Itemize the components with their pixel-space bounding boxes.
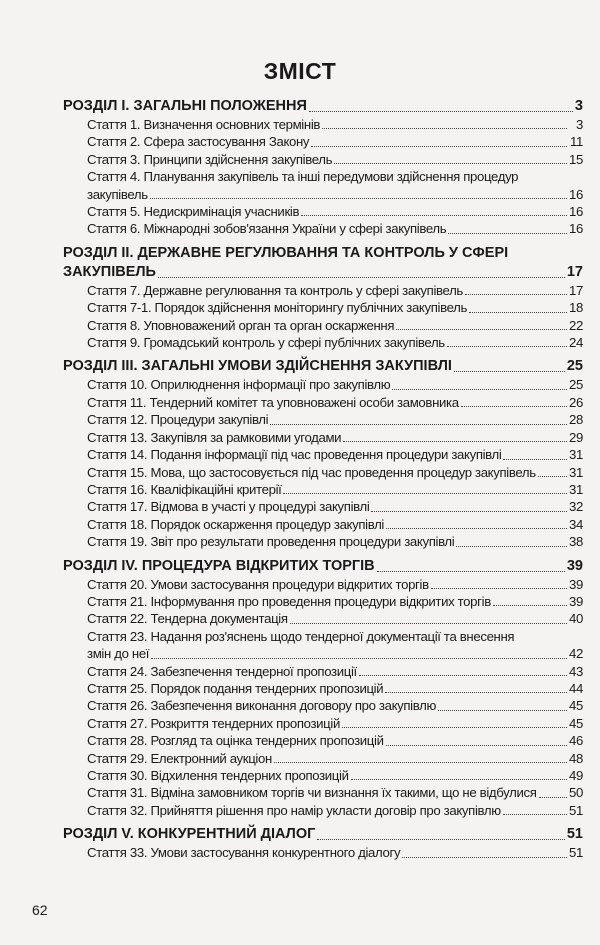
toc-article-entry[interactable] (63, 680, 583, 697)
toc-article-entry[interactable] (63, 317, 583, 334)
toc-article-entry-title: Стаття 8. Уповноважений орган та орган оскарження (87, 317, 395, 333)
toc-article-entry[interactable] (63, 282, 583, 299)
toc-section-entry-page: 51 (566, 826, 583, 843)
toc-article-entry[interactable] (63, 411, 583, 428)
dot-leader (402, 857, 567, 858)
dot-leader (469, 312, 567, 313)
toc-article-entry-page: 39 (569, 593, 583, 609)
toc-article-entry-page: 45 (569, 715, 583, 731)
dot-leader (385, 692, 567, 693)
toc-article-entry-page: 45 (569, 698, 583, 714)
dot-leader (447, 346, 567, 347)
toc-article-entry-title: Стаття 11. Тендерний комітет та уповноважені особи замовника (87, 394, 459, 410)
toc-article-entry-title: Стаття 10. Оприлюднення інформації про закупівлю (87, 377, 391, 393)
toc-article-entry-title: Стаття 18. Порядок оскарження процедур закупівлі (87, 516, 385, 532)
toc-article-entry-title: Стаття 31. Відміна замовником торгів чи визнання їх такими, що не відбулися (87, 785, 537, 801)
toc-article-entry-page: 25 (569, 377, 583, 393)
toc-section-entry-title: РОЗДІЛ IV. ПРОЦЕДУРА ВІДКРИТИХ ТОРГІВ (63, 557, 375, 574)
toc-article-entry-title: Стаття 24. Забезпечення тендерної пропозиції (87, 663, 357, 679)
toc-article-entry-page: 48 (569, 750, 583, 766)
toc-article-entry-title: Стаття 32. Прийняття рішення про намір укласти договір про закупівлю (87, 802, 501, 818)
toc-article-entry[interactable] (63, 844, 583, 861)
dot-leader (317, 839, 565, 840)
dot-leader (311, 146, 567, 147)
page-number: 62 (32, 902, 48, 918)
toc-article-entry-page: 3 (576, 117, 583, 132)
toc-article-entry-title: Стаття 14. Подання інформації під час проведення процедури закупівлі (87, 447, 502, 463)
toc-section-entry-page: 25 (566, 358, 583, 375)
dot-leader (377, 571, 565, 572)
toc-article-entry-page: 28 (569, 412, 583, 428)
toc-article-entry-page: 32 (569, 499, 583, 515)
toc-article-entry[interactable] (63, 220, 583, 237)
toc-article-entry-title-cont: змін до неї (87, 646, 150, 662)
toc-article-entry[interactable] (63, 116, 583, 133)
toc-section-entry-page: 17 (566, 263, 583, 280)
toc-article-entry-page: 17 (569, 282, 583, 298)
toc-article-entry-title: Стаття 26. Забезпечення виконання договору про закупівлю (87, 698, 437, 714)
toc-article-entry-title: Стаття 17. Відмова в участі у процедурі закупівлі (87, 499, 370, 515)
toc-article-entry-title: Стаття 3. Принципи здійснення закупівель (87, 151, 333, 167)
toc-article-entry[interactable] (63, 533, 583, 550)
toc-section-entry[interactable] (63, 357, 583, 376)
toc-article-entry-title: Стаття 7. Державне регулювання та контроль у сфері закупівель (87, 282, 463, 298)
toc-article-entry-page: 40 (569, 611, 583, 627)
toc-section-entry-title: РОЗДІЛ ІІІ. ЗАГАЛЬНІ УМОВИ ЗДІЙСНЕННЯ ЗАКУПІВЛІ (63, 358, 452, 375)
dot-leader (438, 710, 567, 711)
dot-leader (539, 797, 567, 798)
dot-leader (386, 745, 567, 746)
toc-article-entry[interactable] (63, 767, 583, 784)
toc-article-entry-page: 42 (569, 646, 583, 662)
toc-section-entry[interactable] (63, 263, 583, 282)
toc-article-entry-title: Стаття 9. Громадський контроль у сфері публічних закупівель (87, 335, 445, 351)
toc-article-entry-title: Стаття 13. Закупівля за рамковими угодами (87, 429, 342, 445)
toc-article-entry-page: 46 (569, 733, 583, 749)
toc-article-entry-page: 16 (569, 204, 583, 220)
dot-leader (334, 163, 567, 164)
toc-article-entry[interactable] (63, 464, 583, 481)
dot-leader (301, 215, 567, 216)
toc-article-entry[interactable] (63, 593, 583, 610)
dot-leader (270, 424, 567, 425)
dot-leader (392, 389, 567, 390)
dot-leader (448, 233, 567, 234)
toc-article-entry-title: Стаття 21. Інформування про проведення процедури відкритих торгів (87, 593, 491, 609)
toc-article-entry-page: 38 (569, 534, 583, 550)
toc-article-entry[interactable] (63, 516, 583, 533)
toc-article-entry-title: Стаття 33. Умови застосування конкурентного діалогу (87, 845, 401, 861)
toc-article-entry-title: Стаття 27. Розкриття тендерних пропозицій (87, 715, 340, 731)
toc-article-entry-title: Стаття 4. Планування закупівель та інші передумови здійснення процедур (87, 169, 519, 185)
toc-article-entry-title: Стаття 5. Недискримінація учасників (87, 204, 300, 220)
toc-article-entry-title: Стаття 6. Міжнародні зобов'язання України у сфері закупівель (87, 221, 447, 237)
dot-leader (322, 128, 567, 129)
toc-section-entry-page: 39 (566, 557, 583, 574)
toc-article-entry[interactable] (63, 133, 583, 150)
toc-article-entry[interactable] (63, 576, 583, 593)
toc-article-entry[interactable] (63, 203, 583, 220)
toc-article-entry-title: Стаття 20. Умови застосування процедури відкритих торгів (87, 576, 429, 592)
toc-article-entry-page: 49 (569, 768, 583, 783)
toc-article-entry-page: 31 (569, 447, 583, 463)
dot-leader (493, 605, 567, 606)
dot-leader (431, 588, 567, 589)
toc-article-entry-line (63, 628, 583, 645)
toc-article-entry-page: 39 (569, 576, 583, 592)
dot-leader (151, 658, 567, 659)
toc-article-entry-page: 31 (569, 481, 583, 497)
toc-article-entry-page: 51 (569, 845, 583, 861)
toc-article-entry[interactable] (63, 334, 583, 351)
toc-article-entry-page: 34 (569, 516, 583, 532)
dot-leader (343, 441, 567, 442)
dot-leader (351, 779, 567, 780)
toc-article-entry[interactable] (63, 750, 583, 767)
toc-article-entry[interactable] (63, 645, 583, 662)
toc-article-entry[interactable] (63, 610, 583, 627)
toc-article-entry[interactable] (63, 663, 583, 680)
toc-article-entry-page: 16 (569, 186, 583, 202)
dot-leader (158, 277, 565, 278)
toc-section-entry-page: 3 (574, 98, 583, 114)
toc-article-entry-page: 43 (569, 663, 583, 679)
toc-section-entry-line (63, 244, 583, 263)
toc-section-entry[interactable] (63, 825, 583, 844)
toc-section-entry[interactable] (63, 557, 583, 576)
toc-article-entry[interactable] (63, 299, 583, 316)
toc-article-entry-title-cont: закупівель (87, 186, 148, 202)
toc-section-entry-title: РОЗДІЛ V. КОНКУРЕНТНИЙ ДІАЛОГ (63, 826, 316, 843)
toc-article-entry-page: 22 (569, 317, 583, 333)
toc-article-entry[interactable] (63, 186, 583, 203)
toc-article-entry-title: Стаття 23. Надання роз'яснень щодо тендерної документації та внесення (87, 628, 515, 644)
dot-leader (359, 675, 567, 676)
toc-article-entry-title: Стаття 16. Кваліфікаційні критерії (87, 481, 282, 497)
toc-article-entry-page: 44 (569, 680, 583, 696)
toc-article-entry-title: Стаття 19. Звіт про результати проведення процедури закупівлі (87, 534, 455, 550)
dot-leader (386, 528, 567, 529)
dot-leader (309, 111, 573, 112)
toc-article-entry-page: 18 (569, 300, 583, 316)
dot-leader (150, 198, 567, 199)
dot-leader (454, 371, 565, 372)
toc-article-entry[interactable] (63, 802, 583, 819)
dot-leader (342, 727, 567, 728)
toc-article-entry-title: Стаття 22. Тендерна документація (87, 611, 288, 627)
toc-article-entry[interactable] (63, 715, 583, 732)
dot-leader (461, 406, 567, 407)
toc-article-entry-title: Стаття 2. Сфера застосування Закону (87, 134, 310, 150)
toc-article-entry[interactable] (63, 151, 583, 168)
table-of-contents (63, 97, 583, 862)
toc-article-entry-title: Стаття 12. Процедури закупівлі (87, 412, 269, 428)
page-title: ЗМІСТ (263, 58, 337, 84)
toc-article-entry-title: Стаття 29. Електронний аукціон (87, 750, 272, 766)
dot-leader (503, 459, 567, 460)
toc-article-entry-page: 50 (569, 785, 583, 801)
toc-article-entry-title: Стаття 7-1. Порядок здійснення моніторингу публічних закупівель (87, 300, 468, 316)
dot-leader (283, 493, 567, 494)
toc-article-entry[interactable] (63, 732, 583, 749)
toc-section-entry-title-cont: ЗАКУПІВЕЛЬ (63, 263, 156, 280)
toc-article-entry-line (63, 168, 583, 185)
toc-section-entry-title: РОЗДІЛ ІІ. ДЕРЖАВНЕ РЕГУЛЮВАННЯ ТА КОНТРОЛЬ У СФЕРІ (63, 244, 509, 261)
dot-leader (538, 476, 567, 477)
dot-leader (465, 294, 567, 295)
dot-leader (503, 814, 567, 815)
dot-leader (371, 511, 567, 512)
toc-article-entry-page: 26 (569, 394, 583, 410)
toc-section-entry-title: РОЗДІЛ І. ЗАГАЛЬНІ ПОЛОЖЕННЯ (63, 98, 307, 114)
dot-leader (290, 623, 567, 624)
toc-article-entry-title: Стаття 15. Мова, що застосовується під час проведення процедур закупівель (87, 464, 536, 480)
toc-article-entry-page: 29 (569, 429, 583, 445)
toc-article-entry-page: 51 (569, 802, 583, 818)
toc-article-entry[interactable] (63, 376, 583, 393)
toc-article-entry[interactable] (63, 481, 583, 498)
toc-article-entry[interactable] (63, 446, 583, 463)
toc-article-entry[interactable] (63, 394, 583, 411)
toc-article-entry[interactable] (63, 429, 583, 446)
toc-article-entry-page: 24 (569, 335, 583, 351)
toc-section-entry[interactable] (63, 97, 583, 116)
dot-leader (274, 762, 567, 763)
toc-article-entry[interactable] (63, 784, 583, 801)
toc-article-entry-page: 16 (569, 221, 583, 237)
toc-article-entry[interactable] (63, 498, 583, 515)
toc-article-entry-page: 31 (569, 464, 583, 480)
toc-article-entry-page: 11 (570, 134, 583, 150)
toc-article-entry-title: Стаття 1. Визначення основних термінів (87, 117, 321, 132)
toc-article-entry-page: 15 (569, 151, 583, 167)
toc-article-entry[interactable] (63, 697, 583, 714)
toc-article-entry-title: Стаття 25. Порядок подання тендерних пропозицій (87, 680, 384, 696)
dot-leader (396, 329, 567, 330)
dot-leader (456, 546, 567, 547)
toc-article-entry-title: Стаття 28. Розгляд та оцінка тендерних пропозицій (87, 733, 384, 749)
toc-article-entry-title: Стаття 30. Відхилення тендерних пропозицій (87, 768, 349, 783)
